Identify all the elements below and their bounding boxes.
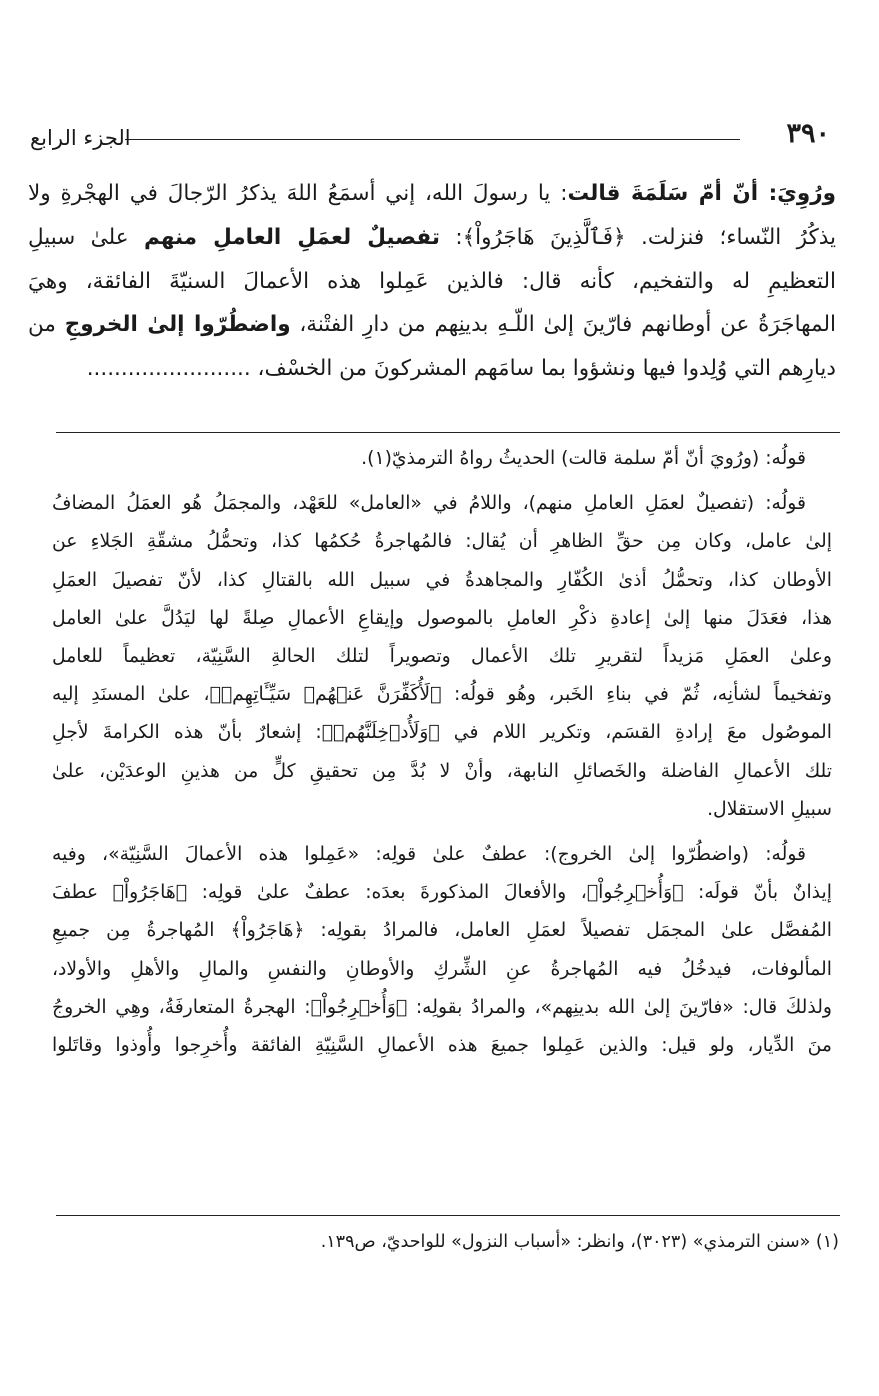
- page-number: ٣٩٠: [786, 118, 830, 149]
- main-line: [28, 216, 836, 260]
- commentary-line: ولذلكَ قال: «فارّينَ إلىٰ الله بدينِهم»، والمرادُ بقولِه: ﴿وَأُخۡرِجُواْ﴾: الهجرةُ المتعارفَةُ، وهِي الخروجُ: [52, 996, 832, 1018]
- commentary-line: هذا، فعَدَلَ منها إلىٰ إعادةِ ذكْرِ العاملِ بالموصول وإيقاعِ الأعمالِ صِلةً لها ليَدُلَّ علىٰ العامل: [52, 607, 832, 629]
- main-line: [28, 260, 836, 304]
- header-rule: [125, 139, 740, 140]
- commentary-line: الموصُول معَ إرادةِ القسَم، وتكرير اللام في ﴿وَلَأُدۡخِلَنَّهُمۡ﴾: إشعارٌ بأنّ هذه الكرامةَ لأجلِ: [52, 722, 832, 744]
- commentary-paragraph: [52, 485, 832, 829]
- main-text: [28, 172, 836, 391]
- commentary-paragraph: [52, 836, 832, 1065]
- main-line-text: علىٰ سبيلِ: [28, 224, 144, 250]
- commentary-line: قولُه: (واضطُرّوا إلىٰ الخروج): عطفٌ علىٰ قولِه: «عَمِلوا هذه الأعمالَ السَّنِيّة»، وفيه: [52, 844, 806, 866]
- commentary-paragraph: [52, 440, 832, 478]
- commentary-line: قولُه: (ورُويَ أنّ أمّ سلمة قالت) الحديثُ رواهُ الترمذيّ(١).: [361, 448, 806, 469]
- main-line-text: ديارِهم التي وُلِدوا فيها ونشؤوا بما سامَهم المشركونَ من الخسْف، ........................: [86, 356, 836, 382]
- commentary-line: وتفخيماً لشأنِه، ثُمّ في بناءِ الخَبر، وهُو قولُه: ﴿لَأُكَفِّرَنَّ عَنۡهُمۡ سَيِّـَٔاتِهِمۡ﴾، علىٰ المسنَدِ إليه: [52, 684, 832, 706]
- footnote-separator: [56, 1215, 840, 1216]
- main-line: [28, 172, 836, 216]
- commentary-line: المألوفات، فيدخُلُ فيه المُهاجرةُ عنِ الشِّركِ والأوطانِ والنفسِ والمالِ والأهلِ والأولاد،: [52, 958, 832, 980]
- commentary-separator: [56, 432, 840, 433]
- main-line-text: المهاجَرَةُ عن أوطانهم فارّينَ إلىٰ اللّـهِ بدينِهم من دارِ الفتْنة،: [290, 312, 837, 338]
- commentary-line: إلىٰ عامل، وكان مِن حقِّ الظاهرِ أن يُقال: فالمُهاجرةُ حُكمُها كذا، وتحمُّلُ مشقّةِ الجَلاءِ عن: [52, 531, 832, 553]
- commentary-line: وعلىٰ العمَلِ مَزيداً لتقريرِ تلك الأعمال وتصويراً لتلك الحالةِ السَّنِيّة، تعظيماً للعامل: [52, 646, 832, 668]
- footnote: [56, 1225, 839, 1259]
- commentary-line: تلك الأعمالِ الفاضلة والخَصائلِ النابهة، وأنْ لا بُدَّ مِن تحقيقِ كلٍّ من هذينِ الوعدَيْن، علىٰ: [52, 760, 832, 782]
- main-line-text: من: [28, 312, 65, 338]
- main-line-text: التعظيمِ له والتفخيم، كأنه قال: فالذين عَمِلوا هذه الأعمالَ السنيّةَ الفائقة، وهيَ: [28, 268, 836, 294]
- main-line-bold: واضطُرّوا إلىٰ الخروجِ: [64, 312, 291, 338]
- commentary: [52, 440, 832, 1072]
- commentary-line: قولُه: (تفصيلٌ لعمَلِ العاملِ منهم)، واللامُ في «العامل» للعَهْد، والمجمَلُ هُو العمَلُ المضافُ: [52, 493, 806, 515]
- part-title: الجزء الرابع: [30, 126, 131, 150]
- commentary-line: الأوطان كذا، وتحمُّلُ أذىٰ الكُفّارِ والمجاهدةُ في سبيل الله بالقتالِ كذا، لأنّ تفصيلَ العمَلِ: [52, 569, 832, 591]
- main-line-bold: تفصيلٌ لعمَلِ العاملِ منهم: [143, 224, 440, 250]
- commentary-line: المُفصَّل علىٰ المجمَل تفصيلاً لعمَلِ العامل، فالمرادُ بقولِه: ﴿هَاجَرُواْ﴾ المُهاجرةُ مِن جميعِ: [52, 920, 832, 942]
- main-line-bold: ورُوِيَ: أنّ أمّ سَلَمَةَ قالت: [567, 181, 836, 206]
- commentary-line: سبيلِ الاستقلال.: [707, 798, 832, 820]
- main-line-text: : يا رسولَ الله، إني أسمَعُ اللهَ يذكرُ الرّجالَ في الهجْرةِ ولا: [28, 181, 568, 206]
- commentary-line: منَ الدِّيار، ولو قيل: والذين عَمِلوا جميعَ هذه الأعمالِ السَّنِيّةِ الفائقة وأُخرِجوا وأُوذوا وقاتَلوا: [52, 1035, 832, 1057]
- main-line: [28, 303, 836, 347]
- main-line: [28, 347, 836, 391]
- main-line-text: يذكُرُ النّساء؛ فنزلت. ﴿فَٱلَّذِينَ هَاجَرُواْ﴾:: [439, 224, 837, 250]
- footnote-text: (١) «سنن الترمذي» (٣٠٢٣)، وانظر: «أسباب النزول» للواحديّ، ص١٣٩.: [320, 1232, 839, 1252]
- page-header: [30, 118, 830, 158]
- commentary-line: إيذانٌ بأنّ قولَه: ﴿وَأُخۡرِجُواْ﴾، والأفعالَ المذكورةَ بعدَه: عطفٌ علىٰ قولِه: ﴿هَاجَرُواْ﴾ عطفَ: [52, 882, 832, 904]
